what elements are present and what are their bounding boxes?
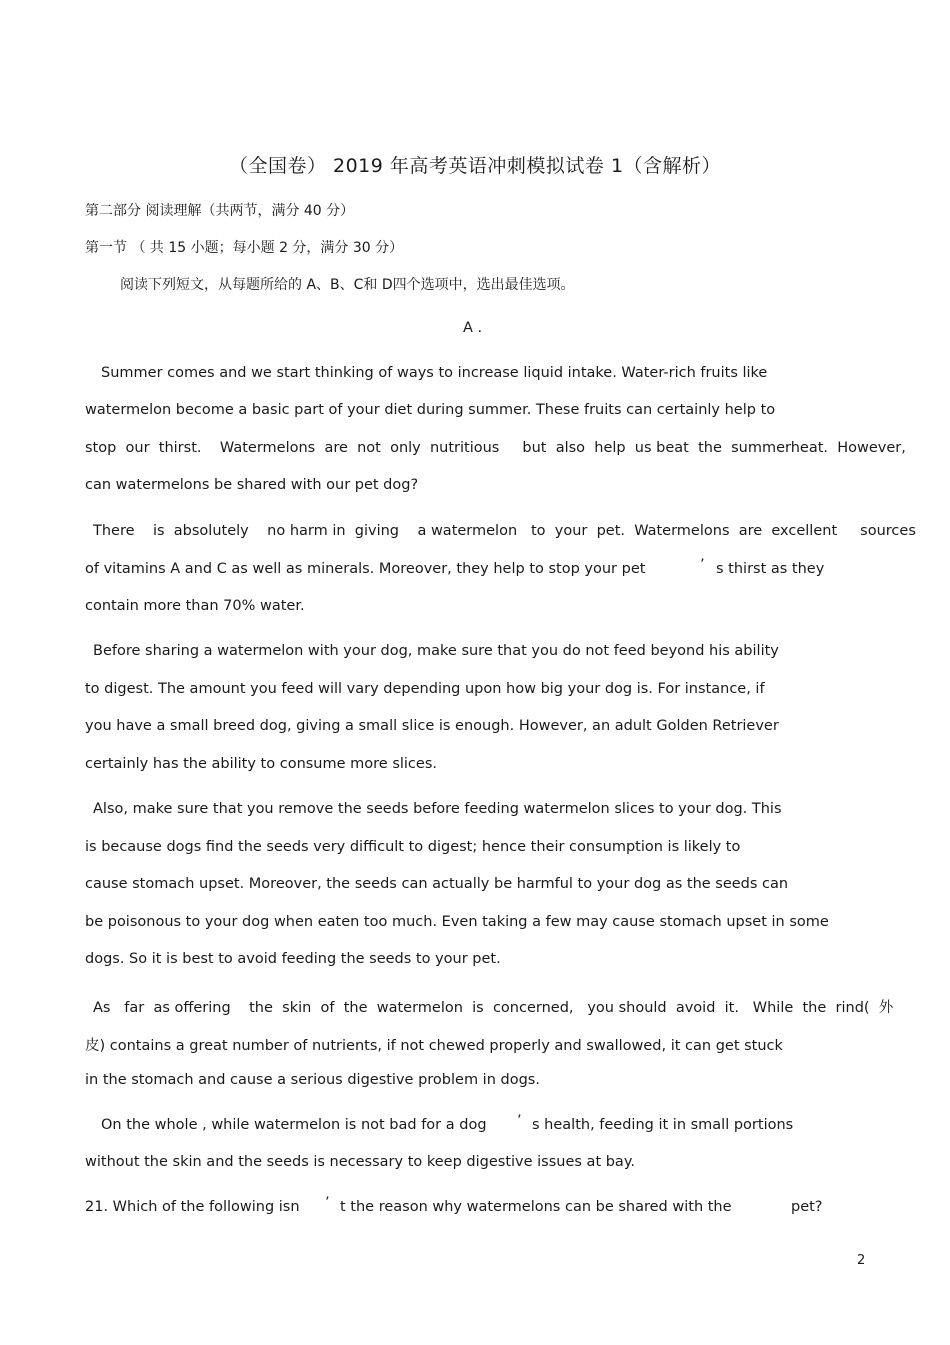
passage-line: certainly has the ability to consume more slices. <box>85 756 437 772</box>
passage-line: cause stomach upset. Moreover, the seeds can actually be harmful to your dog as the seeds can <box>85 876 789 892</box>
passage-line: is because dogs find the seeds very difficult to digest; hence their consumption is likely to <box>85 839 741 855</box>
passage-line: s thirst as they <box>716 561 825 577</box>
apostrophe: ’ <box>700 557 705 573</box>
passage-line: without the skin and the seeds is necessary to keep digestive issues at bay. <box>85 1154 635 1170</box>
passage-line: s health, feeding it in small portions <box>532 1117 794 1133</box>
passage-line: in the stomach and cause a serious digestive problem in dogs. <box>85 1072 540 1088</box>
passage-line: watermelon become a basic part of your diet during summer. These fruits can certainly help to <box>85 402 776 418</box>
passage-line: On the whole , while watermelon is not bad for a dog <box>101 1117 487 1133</box>
apostrophe: ’ <box>517 1113 522 1129</box>
passage-line: Summer comes and we start thinking of ways to increase liquid intake. Water-rich fruits like <box>101 365 768 381</box>
passage-line: of vitamins A and C as well as minerals. Moreover, they help to stop your pet <box>85 561 646 577</box>
question-text: pet? <box>791 1199 823 1215</box>
passage-line: Before sharing a watermelon with your dog, make sure that you do not feed beyond his ability <box>93 643 779 659</box>
passage-line: contain more than 70% water. <box>85 598 305 614</box>
question-text: 21. Which of the following isn <box>85 1199 300 1215</box>
passage-line: dogs. So it is best to avoid feeding the seeds to your pet. <box>85 951 501 967</box>
section-part-heading: 第二部分 阅读理解（共两节，满分 40 分） <box>85 203 355 219</box>
question-text: t the reason why watermelons can be shared with the <box>340 1199 732 1215</box>
page-title: （全国卷） 2019 年高考英语冲刺模拟试卷 1（含解析） <box>228 155 722 177</box>
passage-line: to digest. The amount you feed will vary depending upon how big your dog is. For instance, if <box>85 681 765 697</box>
passage-line: stop our thirst. Watermelons are not only nutritious but also help us beat the summerheat. However, <box>85 440 906 456</box>
section-one-heading: 第一节 （ 共 15 小题；每小题 2 分，满分 30 分） <box>85 240 404 256</box>
passage-line: 皮) contains a great number of nutrients, if not chewed properly and swallowed, it can get stuck <box>85 1038 783 1054</box>
instruction: 阅读下列短文，从每题所给的 A、B、C和 D四个选项中，选出最佳选项。 <box>120 277 575 293</box>
passage-line: be poisonous to your dog when eaten too much. Even taking a few may cause stomach upset in some <box>85 914 829 930</box>
passage-label: A . <box>463 320 483 336</box>
apostrophe: ’ <box>325 1195 330 1211</box>
passage-line: Also, make sure that you remove the seeds before feeding watermelon slices to your dog. This <box>93 801 782 817</box>
passage-line: you have a small breed dog, giving a small slice is enough. However, an adult Golden Retriever <box>85 718 779 734</box>
passage-line: As far as offering the skin of the watermelon is concerned, you should avoid it. While the rind( 外 <box>93 1000 894 1016</box>
page-number: 2 <box>857 1253 866 1268</box>
passage-line: can watermelons be shared with our pet dog? <box>85 477 419 493</box>
passage-line: There is absolutely no harm in giving a watermelon to your pet. Watermelons are excellent sources <box>93 523 916 539</box>
